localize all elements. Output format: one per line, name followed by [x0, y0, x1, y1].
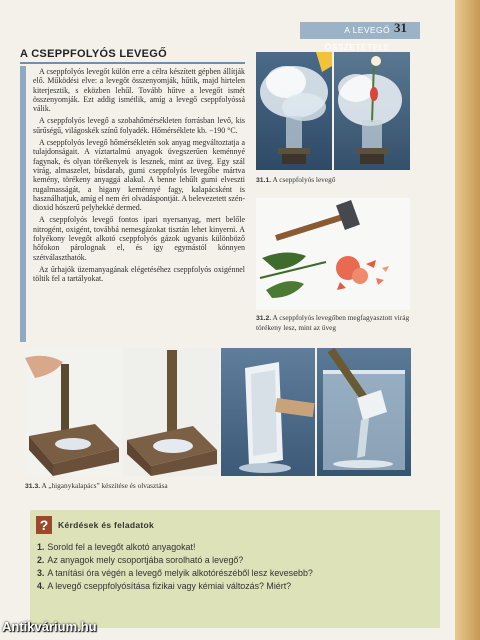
photo-flower-in-liquid-air [334, 52, 410, 170]
section-title: A CSEPPFOLYÓS LEVEGŐ [20, 48, 167, 60]
paragraph: A cseppfolyós levegőt külön erre a célra készített gépben állítják elő. Működési elve: a levegőt összenyomják, hűtik, majd hirtelen kiterjesztik, s eközben lehűl. Tovább hűtve a levegőt ismét összenyomják. Ezt addig ismétlik, amíg a levegő cseppfolyóssá válik. [33, 67, 245, 114]
page-number: 31 [394, 20, 407, 35]
paragraph: Az űrhajók üzemanyagának elégetéséhez cseppfolyós oxigénnel töltik fel a tartályokat. [33, 264, 245, 284]
figure-caption-31-2 [256, 313, 416, 332]
questions-title: Kérdések és feladatok [58, 520, 155, 530]
side-accent-bar [20, 66, 26, 342]
question-mark-icon: ? [36, 516, 52, 534]
figure-number: 31.3. [25, 483, 41, 490]
figure-number: 31.1. [256, 177, 272, 184]
photo-melting-in-water [317, 348, 411, 476]
question-item: 3. A tanítási óra végén a levegő melyik alkotórészéből lesz kevesebb? [37, 568, 313, 578]
photo-liquid-air-flask [256, 52, 332, 170]
photo-frozen-mercury-hammer [221, 348, 315, 476]
running-header: A LEVEGŐ ÖSSZETÉTELE [324, 25, 390, 52]
question-item: 2. Az anyagok mely csoportjába sorolható a levegő? [37, 555, 244, 565]
questions-list [37, 541, 437, 593]
photo-hammer-frozen-flower [256, 198, 410, 310]
caption-text: A cseppfolyós levegő [272, 175, 336, 184]
paragraph: A cseppfolyós levegő a szobahőmérsékleten forrásban levő, kis sűrűségű, világoskék színű folyadék. Hőmérséklete kb. −190 °C. [33, 116, 245, 135]
figure-caption-31-1 [256, 175, 416, 185]
page-edge [455, 0, 480, 640]
photo-mercury-hammer-1 [25, 348, 121, 476]
paragraph: A cseppfolyós levegő fontos ipari nyersanyag, mert belőle nitrogént, oxigént, továbbá nemesgázokat tisztán lehet kinyerni. A folyékony levegőt alkotó cseppfolyós gázok ugyanis különböző hőfokon párolognak el, és így egymástól könnyen szétválaszthatók. [33, 215, 245, 262]
question-item: 1. Sorold fel a levegőt alkotó anyagokat! [37, 542, 196, 552]
question-item: 4. A levegő cseppfolyósítása fizikai vagy kémiai változás? Miért? [37, 581, 292, 591]
watermark: Antikvárium.hu [2, 619, 97, 634]
caption-text: A cseppfolyós levegőben megfagyasztott virág törékeny lesz, mint az üveg [256, 313, 410, 332]
figure-caption-31-3 [25, 481, 325, 491]
caption-text: A „higanykalapács” készítése és olvasztása [41, 481, 168, 490]
figure-number: 31.2. [256, 315, 272, 322]
paragraph: A cseppfolyós levegő hőmérsékletén sok anyag megváltoztatja a tulajdonságait. A víztartalmú anyagok üvegszerűen keménnyé fagynak, és olyan törékenyek is lesznek, mint az üveg. Egy szál virág, almaszelet, búsdarab, gumi cseppfolyós levegőbe mártva kemény, törékeny anyaggá alakul. A benne lehűlt gumi elveszti rugalmasságát, a higany keménnyé fagy, kalapácsként is használhatjuk, amíg el nem éri olvadáspontját. A belevezetett szén-dioxid hószerű pelyhekké dermed. [33, 138, 245, 213]
title-rule [20, 62, 245, 64]
photo-mercury-hammer-2 [123, 348, 219, 476]
body-text [33, 67, 245, 287]
